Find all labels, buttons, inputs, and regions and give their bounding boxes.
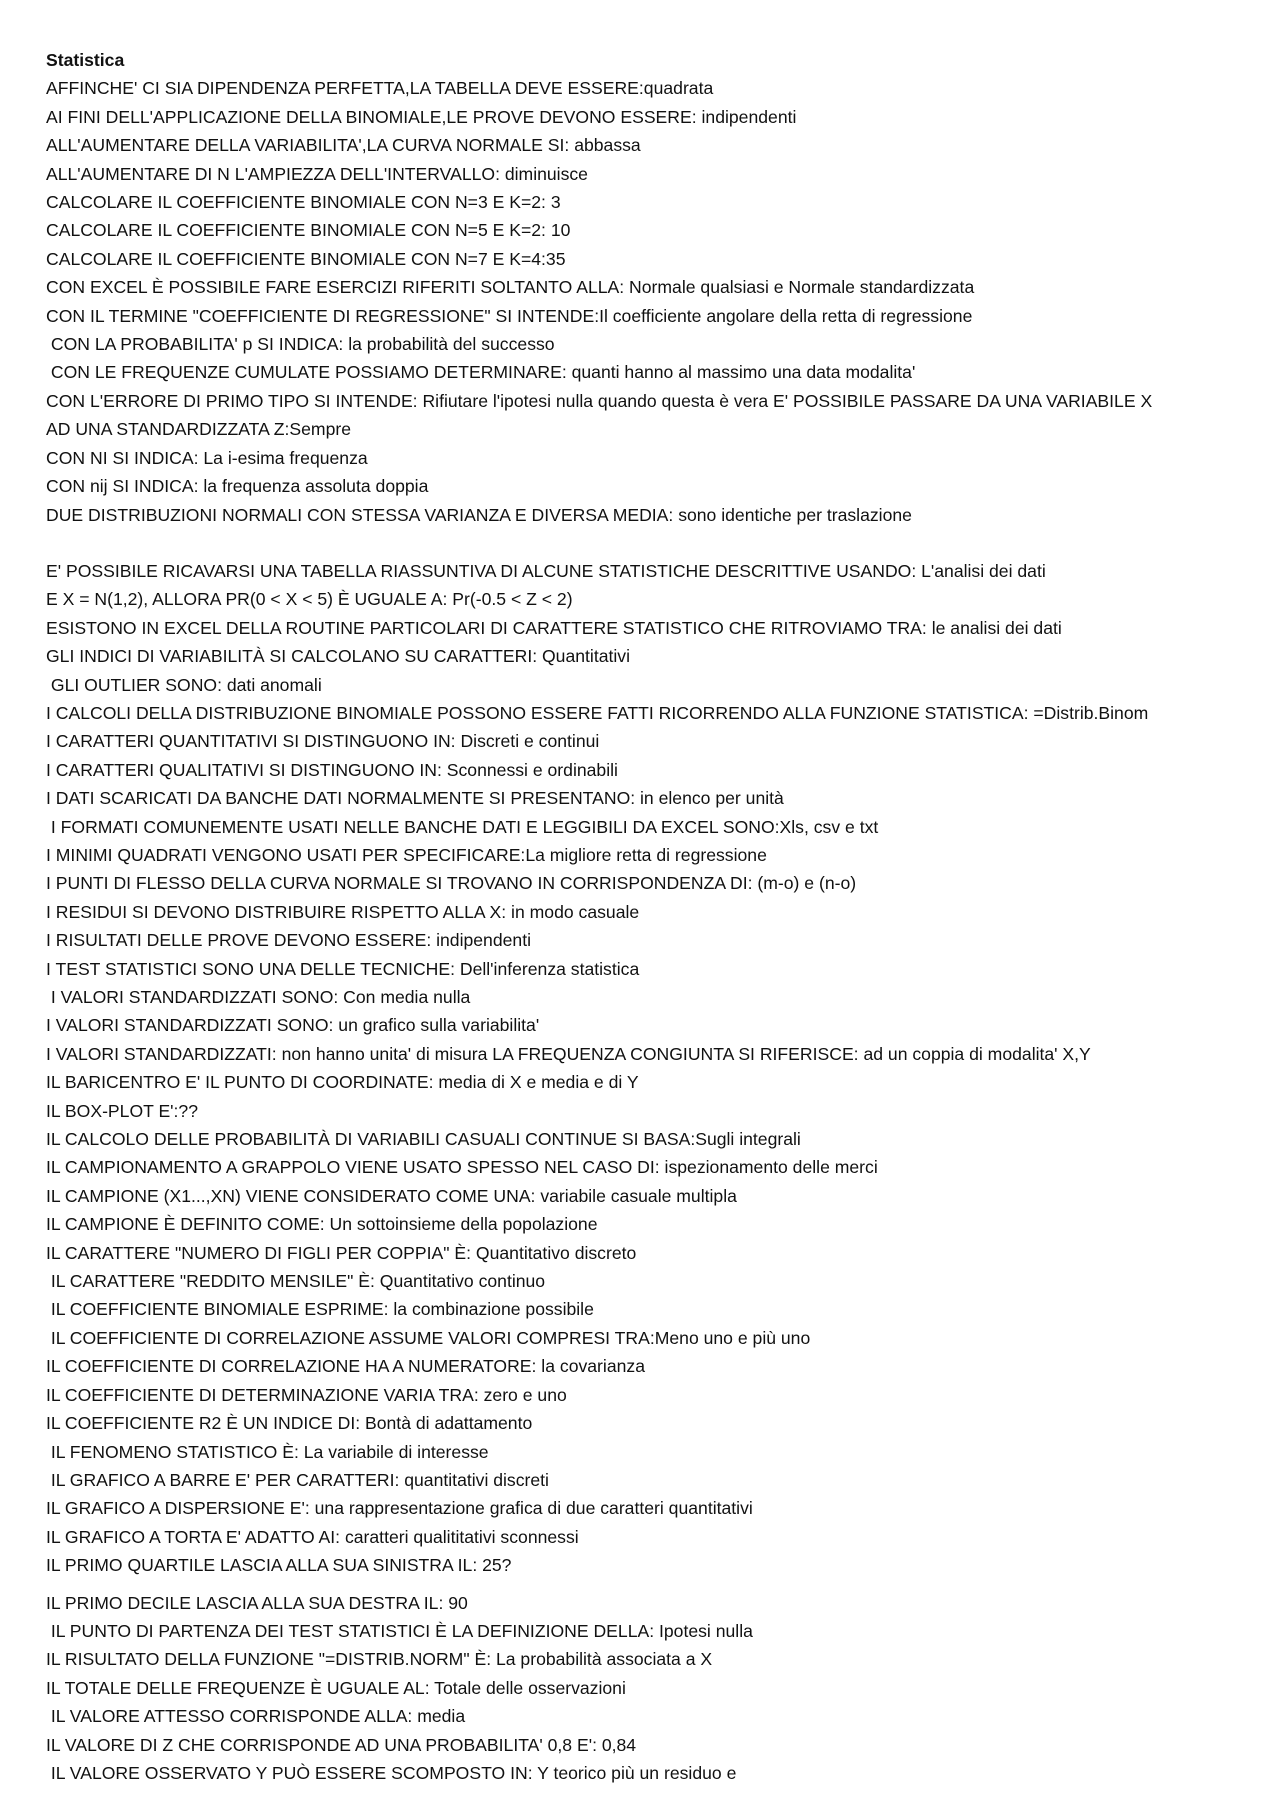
text-line: AD UNA STANDARDIZZATA Z:Sempre bbox=[46, 419, 352, 440]
text-line: CON EXCEL È POSSIBILE FARE ESERCIZI RIFERITI SOLTANTO ALLA: Normale qualsiasi e Normale standardizzata bbox=[46, 277, 975, 298]
text-line: IL CARATTERE "NUMERO DI FIGLI PER COPPIA" È: Quantitativo discreto bbox=[46, 1242, 637, 1263]
text-line: GLI OUTLIER SONO: dati anomali bbox=[46, 674, 322, 695]
document-page bbox=[46, 46, 1246, 1787]
text-line: CALCOLARE IL COEFFICIENTE BINOMIALE CON N=5 E K=2: 10 bbox=[46, 220, 571, 241]
text-line: I VALORI STANDARDIZZATI SONO: un grafico sulla variabilita' bbox=[46, 1015, 540, 1036]
text-line: IL GRAFICO A DISPERSIONE E': una rappresentazione grafica di due caratteri quantitativi bbox=[46, 1498, 753, 1519]
text-line: CON NI SI INDICA: La i-esima frequenza bbox=[46, 447, 368, 468]
text-line: I CARATTERI QUALITATIVI SI DISTINGUONO IN: Sconnessi e ordinabili bbox=[46, 759, 618, 780]
section-spacer bbox=[46, 529, 1246, 557]
text-line: I FORMATI COMUNEMENTE USATI NELLE BANCHE DATI E LEGGIBILI DA EXCEL SONO:Xls, csv e txt bbox=[46, 816, 879, 837]
section-2 bbox=[46, 557, 1246, 1580]
document-title: Statistica bbox=[46, 50, 125, 70]
text-line: GLI INDICI DI VARIABILITÀ SI CALCOLANO SU CARATTERI: Quantitativi bbox=[46, 646, 630, 667]
text-line: E X = N(1,2), ALLORA PR(0 < X < 5) È UGUALE A: Pr(-0.5 < Z < 2) bbox=[46, 589, 573, 610]
text-line: CON IL TERMINE "COEFFICIENTE DI REGRESSIONE" SI INTENDE:Il coefficiente angolare della retta di regressione bbox=[46, 305, 973, 326]
text-line: IL RISULTATO DELLA FUNZIONE "=DISTRIB.NORM" È: La probabilità associata a X bbox=[46, 1649, 713, 1670]
text-line: IL VALORE DI Z CHE CORRISPONDE AD UNA PROBABILITA' 0,8 E': 0,84 bbox=[46, 1734, 637, 1755]
text-line: I RESIDUI SI DEVONO DISTRIBUIRE RISPETTO ALLA X: in modo casuale bbox=[46, 901, 640, 922]
text-line: I DATI SCARICATI DA BANCHE DATI NORMALMENTE SI PRESENTANO: in elenco per unità bbox=[46, 788, 784, 809]
text-line: IL COEFFICIENTE DI CORRELAZIONE HA A NUMERATORE: la covarianza bbox=[46, 1356, 645, 1377]
text-line: I PUNTI DI FLESSO DELLA CURVA NORMALE SI TROVANO IN CORRISPONDENZA DI: (m-o) e (n-o) bbox=[46, 873, 857, 894]
text-line: CON LE FREQUENZE CUMULATE POSSIAMO DETERMINARE: quanti hanno al massimo una data modalita' bbox=[46, 362, 916, 383]
text-line: IL CALCOLO DELLE PROBABILITÀ DI VARIABILI CASUALI CONTINUE SI BASA:Sugli integrali bbox=[46, 1129, 801, 1150]
text-line: IL CAMPIONE (X1...,XN) VIENE CONSIDERATO COME UNA: variabile casuale multipla bbox=[46, 1185, 737, 1206]
text-line: ALL'AUMENTARE DELLA VARIABILITA',LA CURVA NORMALE SI: abbassa bbox=[46, 135, 641, 156]
text-line: AFFINCHE' CI SIA DIPENDENZA PERFETTA,LA TABELLA DEVE ESSERE:quadrata bbox=[46, 78, 714, 99]
text-line: I MINIMI QUADRATI VENGONO USATI PER SPECIFICARE:La migliore retta di regressione bbox=[46, 844, 767, 865]
text-line: DUE DISTRIBUZIONI NORMALI CON STESSA VARIANZA E DIVERSA MEDIA: sono identiche per traslazione bbox=[46, 504, 912, 525]
text-line: CON nij SI INDICA: la frequenza assoluta doppia bbox=[46, 476, 429, 497]
text-line: IL CARATTERE "REDDITO MENSILE" È: Quantitativo continuo bbox=[46, 1271, 546, 1292]
text-line: IL PRIMO DECILE LASCIA ALLA SUA DESTRA IL: 90 bbox=[46, 1592, 468, 1613]
text-line: IL CAMPIONE È DEFINITO COME: Un sottoinsieme della popolazione bbox=[46, 1214, 598, 1235]
text-line: IL VALORE ATTESSO CORRISPONDE ALLA: media bbox=[46, 1706, 466, 1727]
text-line: I CARATTERI QUANTITATIVI SI DISTINGUONO IN: Discreti e continui bbox=[46, 731, 600, 752]
text-line: ESISTONO IN EXCEL DELLA ROUTINE PARTICOLARI DI CARATTERE STATISTICO CHE RITROVIAMO TRA: le analisi dei dati bbox=[46, 617, 1062, 638]
text-line: IL GRAFICO A BARRE E' PER CARATTERI: quantitativi discreti bbox=[46, 1469, 549, 1490]
text-line: I CALCOLI DELLA DISTRIBUZIONE BINOMIALE POSSONO ESSERE FATTI RICORRENDO ALLA FUNZIONE STATISTICA: =Distrib.Binom bbox=[46, 702, 1149, 723]
text-line: E' POSSIBILE RICAVARSI UNA TABELLA RIASSUNTIVA DI ALCUNE STATISTICHE DESCRITTIVE USANDO: L'analisi dei dati bbox=[46, 560, 1046, 581]
text-line: AI FINI DELL'APPLICAZIONE DELLA BINOMIALE,LE PROVE DEVONO ESSERE: indipendenti bbox=[46, 106, 797, 127]
text-line: IL GRAFICO A TORTA E' ADATTO AI: caratteri qualititativi sconnessi bbox=[46, 1526, 579, 1547]
text-line: I TEST STATISTICI SONO UNA DELLE TECNICHE: Dell'inferenza statistica bbox=[46, 958, 640, 979]
text-line: CON L'ERRORE DI PRIMO TIPO SI INTENDE: Rifiutare l'ipotesi nulla quando questa è vera E' POSSIBILE PASSARE DA UNA VARIABILE X bbox=[46, 390, 1153, 411]
text-line: IL TOTALE DELLE FREQUENZE È UGUALE AL: Totale delle osservazioni bbox=[46, 1677, 626, 1698]
section-spacer bbox=[46, 1580, 1246, 1589]
text-line: ALL'AUMENTARE DI N L'AMPIEZZA DELL'INTERVALLO: diminuisce bbox=[46, 163, 588, 184]
text-line: IL FENOMENO STATISTICO È: La variabile di interesse bbox=[46, 1441, 489, 1462]
text-line: IL BOX-PLOT E':?? bbox=[46, 1100, 198, 1121]
text-line: IL COEFFICIENTE DI DETERMINAZIONE VARIA TRA: zero e uno bbox=[46, 1384, 567, 1405]
text-line: IL CAMPIONAMENTO A GRAPPOLO VIENE USATO SPESSO NEL CASO DI: ispezionamento delle merci bbox=[46, 1157, 878, 1178]
text-line: I RISULTATI DELLE PROVE DEVONO ESSERE: indipendenti bbox=[46, 930, 531, 951]
text-line: IL VALORE OSSERVATO Y PUÒ ESSERE SCOMPOSTO IN: Y teorico più un residuo e bbox=[46, 1762, 737, 1783]
text-line: I VALORI STANDARDIZZATI: non hanno unita' di misura LA FREQUENZA CONGIUNTA SI RIFERISCE: ad un coppia di modalita' X,Y bbox=[46, 1043, 1091, 1064]
text-line: IL COEFFICIENTE BINOMIALE ESPRIME: la combinazione possibile bbox=[46, 1299, 594, 1320]
text-line: I VALORI STANDARDIZZATI SONO: Con media nulla bbox=[46, 987, 471, 1007]
section-1 bbox=[46, 74, 1246, 529]
text-line: CALCOLARE IL COEFFICIENTE BINOMIALE CON N=7 E K=4:35 bbox=[46, 248, 566, 269]
text-line: IL PRIMO QUARTILE LASCIA ALLA SUA SINISTRA IL: 25? bbox=[46, 1555, 512, 1576]
text-line: IL COEFFICIENTE DI CORRELAZIONE ASSUME VALORI COMPRESI TRA:Meno uno e più uno bbox=[46, 1327, 811, 1348]
text-line: IL BARICENTRO E' IL PUNTO DI COORDINATE: media di X e media e di Y bbox=[46, 1072, 639, 1093]
text-line: IL COEFFICIENTE R2 È UN INDICE DI: Bontà di adattamento bbox=[46, 1413, 533, 1434]
section-3 bbox=[46, 1589, 1246, 1788]
text-line: CON LA PROBABILITA' p SI INDICA: la probabilità del successo bbox=[46, 334, 555, 355]
text-line: CALCOLARE IL COEFFICIENTE BINOMIALE CON N=3 E K=2: 3 bbox=[46, 192, 561, 213]
text-line: IL PUNTO DI PARTENZA DEI TEST STATISTICI È LA DEFINIZIONE DELLA: Ipotesi nulla bbox=[46, 1620, 753, 1641]
